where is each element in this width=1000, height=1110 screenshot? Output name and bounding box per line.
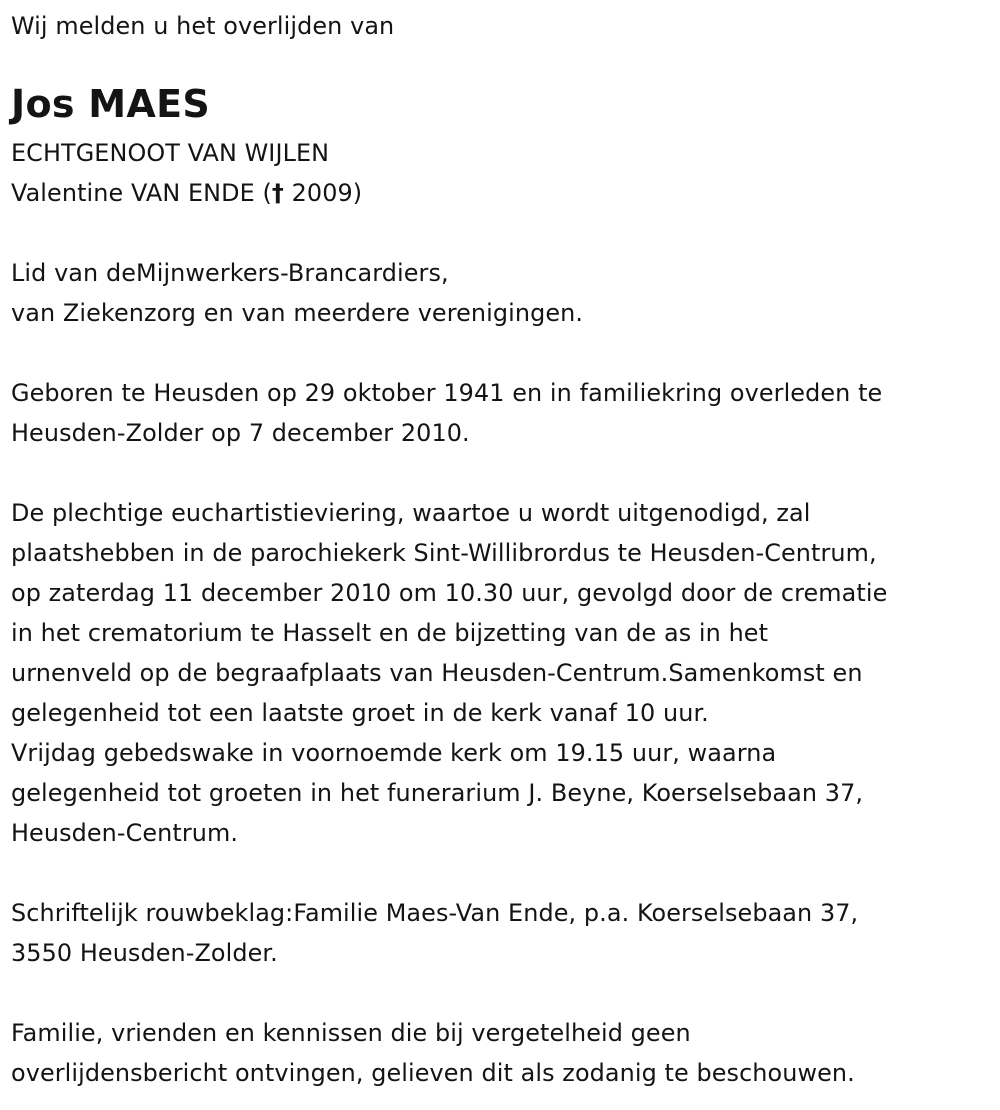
spouse-line [11,173,986,213]
paragraph-line: Heusden-Centrum. [11,819,239,847]
paragraph-line: overlijdensbericht ontvingen, gelieven dit als zodanig te beschouwen. [11,1059,855,1087]
paragraph-line: 3550 Heusden-Zolder. [11,939,278,967]
death-notice [11,0,991,1093]
spouse-block [11,133,991,213]
paragraph-line: gelegenheid tot een laatste groet in de kerk vanaf 10 uur. [11,699,709,727]
deceased-name: Jos MAES [11,82,211,126]
paragraph-line: Vrijdag gebedswake in voornoemde kerk om 19.15 uur, waarna [11,739,777,767]
paragraph-line: op zaterdag 11 december 2010 om 10.30 uur, gevolgd door de crematie [11,579,888,607]
closing-paragraph [11,1013,991,1093]
paragraph-line: van Ziekenzorg en van meerdere verenigingen. [11,299,584,327]
paragraph-line: Heusden-Zolder op 7 december 2010. [11,419,470,447]
paragraph-line: De plechtige euchartistieviering, waartoe u wordt uitgenodigd, zal [11,499,811,527]
paragraph-line: in het crematorium te Hasselt en de bijzetting van de as in het [11,619,769,647]
condolences-paragraph [11,893,991,973]
intro-text: Wij melden u het overlijden van [11,12,395,40]
paragraph-line: urnenveld op de begraafplaats van Heusden-Centrum.Samenkomst en [11,659,863,687]
spouse-name: Valentine VAN ENDE ( [11,179,272,207]
spouse-title: ECHTGENOOT VAN WIJLEN [11,139,330,167]
membership-paragraph [11,253,991,333]
spouse-year: 2009) [283,179,363,207]
paragraph-line: Lid van deMijnwerkers-Brancardiers, [11,259,449,287]
cross-icon: † [271,179,284,207]
paragraph-line: gelegenheid tot groeten in het funerarium J. Beyne, Koerselsebaan 37, [11,779,864,807]
paragraph-line: Schriftelijk rouwbeklag:Familie Maes-Van Ende, p.a. Koerselsebaan 37, [11,899,859,927]
birth-death-paragraph [11,373,991,453]
ceremony-paragraph [11,493,991,853]
paragraph-line: Familie, vrienden en kennissen die bij vergetelheid geen [11,1019,691,1047]
paragraph-line: Geboren te Heusden op 29 oktober 1941 en in familiekring overleden te [11,379,883,407]
paragraph-line: plaatshebben in de parochiekerk Sint-Willibrordus te Heusden-Centrum, [11,539,877,567]
